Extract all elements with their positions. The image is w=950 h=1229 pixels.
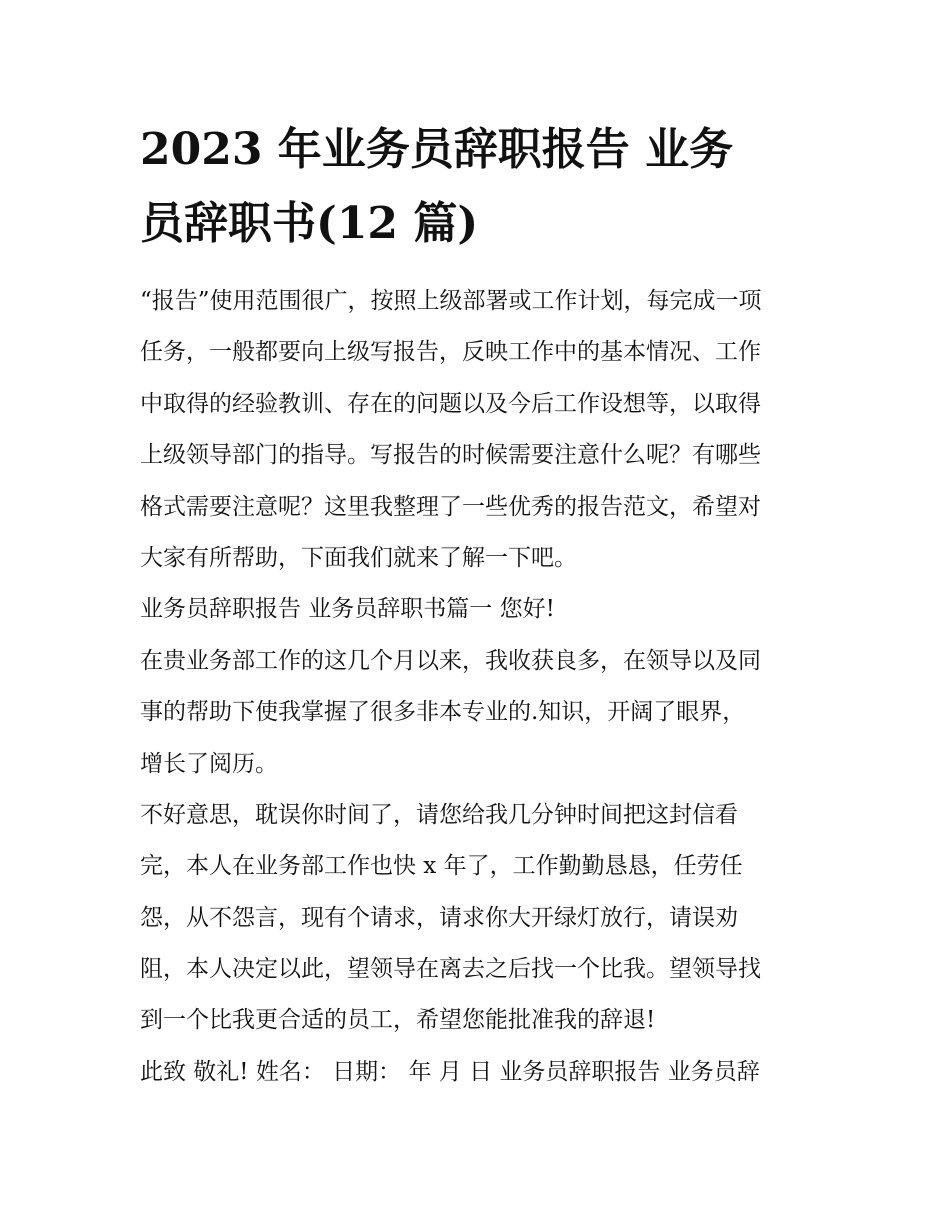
section-heading: 业务员辞职报告 业务员辞职书篇一 您好! bbox=[140, 596, 555, 623]
body-line: 在贵业务部工作的这几个月以来，我收获良多，在领导以及同 bbox=[140, 647, 761, 674]
title-line: 2023 年业务员辞职报告 业务 bbox=[140, 124, 734, 175]
body-line: “报告”使用范围很广，按照上级部署或工作计划，每完成一项 bbox=[140, 288, 762, 314]
body-line: 任务，一般都要向上级写报告，反映工作中的基本情况、工作 bbox=[140, 339, 761, 366]
body-line: 到一个比我更合适的员工，希望您能批准我的辞退! bbox=[140, 1007, 656, 1034]
body-line: 大家有所帮助，下面我们就来了解一下吧。 bbox=[140, 544, 577, 571]
body-line: 中取得的经验教训、存在的问题以及今后工作设想等，以取得 bbox=[140, 390, 761, 417]
body-line: 格式需要注意呢？这里我整理了一些优秀的报告范文，希望对 bbox=[140, 493, 761, 520]
title-line: 员辞职书(12 篇) bbox=[140, 198, 479, 249]
body-line: 完，本人在业务部工作也快 x 年了，工作勤勤恳恳，任劳任 bbox=[140, 853, 743, 880]
body-line: 不好意思，耽误你时间了，请您给我几分钟时间把这封信看 bbox=[140, 801, 738, 828]
body-line: 增长了阅历。 bbox=[140, 750, 278, 777]
body-line: 上级领导部门的指导。写报告的时候需要注意什么呢？有哪些 bbox=[140, 442, 761, 469]
body-line: 此致 敬礼! 姓名： 日期： 年 月 日 业务员辞职报告 业务员辞 bbox=[140, 1058, 760, 1085]
document-title bbox=[140, 113, 820, 261]
body-line: 怨，从不怨言，现有个请求，请求你大开绿灯放行，请误劝 bbox=[140, 904, 738, 931]
body-line: 阻，本人决定以此，望领导在离去之后找一个比我。望领导找 bbox=[140, 956, 761, 983]
body-line: 事的帮助下使我掌握了很多非本专业的.知识，开阔了眼界， bbox=[140, 699, 746, 726]
document-body bbox=[140, 276, 830, 1098]
